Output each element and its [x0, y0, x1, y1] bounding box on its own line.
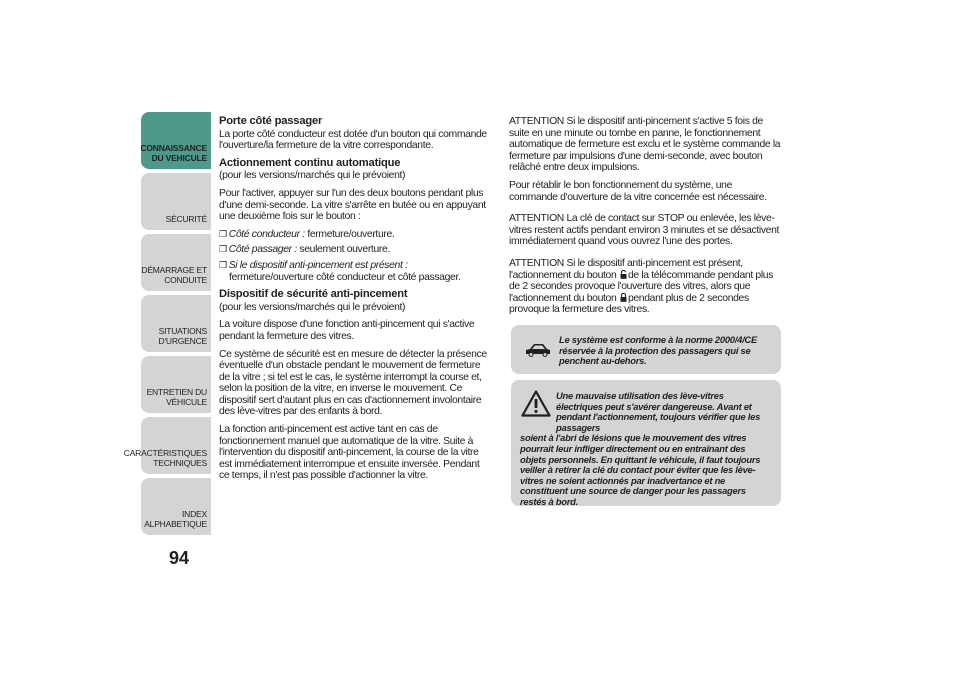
- heading-actionnement-continu: Actionnement continu automatique: [219, 156, 401, 169]
- tab-label: ENTRETIEN DU VÉHICULE: [146, 387, 207, 407]
- tab-securite[interactable]: [141, 173, 211, 230]
- tab-label: INDEX ALPHABETIQUE: [144, 509, 207, 529]
- car-window-icon: [525, 341, 551, 360]
- list-item-text: fermeture/ouverture côté conducteur et côté passager.: [229, 271, 461, 283]
- paragraph: ATTENTION Si le dispositif anti-pincement s'active 5 fois de suite en une minute ou tombe en panne, le fonctionnement automatique de fermeture est exclu et le système commande la fermeture par impulsions d'une demi-seconde, avec bouton relâché entre deux impulsions.: [509, 116, 781, 174]
- lock-icon: [620, 293, 627, 302]
- list-item-term: Côté conducteur :: [228, 228, 305, 240]
- bullet-icon: ❒: [219, 228, 227, 239]
- tab-demarrage-et-conduite[interactable]: [141, 234, 211, 291]
- heading-note: (pour les versions/marchés qui le prévoient): [219, 170, 406, 182]
- paragraph: La voiture dispose d'une fonction anti-pincement qui s'active pendant la fermeture des vitres.: [219, 319, 475, 342]
- tab-index-alphabetique[interactable]: [141, 478, 211, 535]
- warning-box-text: [520, 391, 772, 508]
- paragraph: Ce système de sécurité est en mesure de détecter la présence éventuelle d'un obstacle pendant le mouvement de fermeture de la vitre ; si tel est le cas, le système interrompt la course et, selon la position de la vitre, en inverse le mouvement. Ce dispositif sert d'autant plus en cas d'actionnement involontaire des lève-vitres par des enfants à bord.: [219, 348, 487, 418]
- warning-box: [511, 380, 781, 506]
- heading-note: (pour les versions/marchés qui le prévoient): [219, 301, 406, 313]
- tab-label: SITUATIONS D'URGENCE: [158, 326, 207, 346]
- warning-text-rest: soient à l'abri de lésions que le mouvement des vitres pourrait leur infliger directement ou en entraînant des objets personnels. En quittant le véhicule, il faut toujours veiller à retirer la clé du contact pour éviter que les lève-vitres ne soient actionnés par inadvertance et ne constituent une source de danger pour les passagers restés à bord.: [520, 432, 761, 507]
- list-item-text: fermeture/ouverture.: [304, 228, 395, 240]
- list-item-term: Si le dispositif anti-pincement est présent :: [228, 259, 408, 271]
- tab-label: SÉCURITÉ: [165, 213, 207, 224]
- tab-entretien-du-vehicule[interactable]: [141, 356, 211, 413]
- bullet-icon: ❒: [219, 259, 227, 270]
- paragraph-part: ATTENTION Si le dispositif anti-pincement est présent, l'actionnement du bouton: [509, 257, 743, 281]
- unlock-icon: [620, 270, 627, 279]
- tab-connaissance-du-vehicule[interactable]: [141, 112, 211, 169]
- left-column: [219, 116, 491, 488]
- paragraph: La fonction anti-pincement est active tant en cas de fonctionnement manuel que automatique de la vitre. Suite à l'intervention du dispositif anti-pincement, la course de la vitre est immédiatement interrompue et ensuite inversée. Pendant ce temps, il n'est pas possible d'actionner la vitre.: [219, 424, 480, 482]
- bullet-icon: ❒: [219, 244, 227, 255]
- paragraph: Pour rétablir le bon fonctionnement du système, une commande d'ouverture de la vitre concernée est nécessaire.: [509, 179, 767, 203]
- paragraph-part: pendant plus de 2 secondes provoque la fermeture des vitres.: [509, 292, 749, 316]
- paragraph: Pour l'activer, appuyer sur l'un des deux boutons pendant plus d'une demi-seconde. La vitre s'arrête en butée ou en appuyant une deuxième fois sur le bouton :: [219, 187, 486, 223]
- warning-text-first: Une mauvaise utilisation des lève-vitres électriques peut s'avérer dangereuse. Avant et pendant l'actionnement, toujours vérifier que les passagers: [556, 390, 761, 433]
- list-item: [219, 244, 491, 256]
- list-item-text: seulement ouverture.: [296, 244, 390, 256]
- paragraph-part: de la télécommande pendant plus de 2 secondes provoque l'ouverture des vitres, alors que l'actionnement du bouton: [509, 269, 774, 304]
- right-column: [509, 116, 781, 322]
- page-number: 94: [169, 548, 190, 568]
- tab-situations-d-urgence[interactable]: [141, 295, 211, 352]
- heading-anti-pincement: Dispositif de sécurité anti-pincement: [219, 288, 408, 301]
- tab-label: CONNAISSANCE DU VEHICULE: [140, 143, 207, 163]
- paragraph: ATTENTION La clé de contact sur STOP ou enlevée, les lève-vitres restent actifs pendant environ 3 minutes et se désactivent immédiatement quand vous ouvrez l'une des portes.: [509, 213, 780, 248]
- paragraph: [509, 258, 781, 316]
- list-item: [219, 229, 491, 241]
- tab-label: CARACTÉRISTIQUES TECHNIQUES: [123, 448, 207, 468]
- tab-label: DÉMARRAGE ET CONDUITE: [141, 265, 207, 285]
- info-box-text: Le système est conforme à la norme 2000/4/CE réservée à la protection des passagers qui se penchent au-dehors.: [559, 334, 757, 367]
- tab-caracteristiques-techniques[interactable]: [123, 417, 211, 474]
- paragraph: La porte côté conducteur est dotée d'un bouton qui commande l'ouverture/la fermeture de la vitre correspondante.: [219, 128, 487, 152]
- list-item-term: Côté passager :: [228, 244, 297, 256]
- list-item: [219, 260, 491, 283]
- heading-porte-cote-passager: Porte côté passager: [219, 115, 323, 127]
- info-box: [511, 325, 781, 374]
